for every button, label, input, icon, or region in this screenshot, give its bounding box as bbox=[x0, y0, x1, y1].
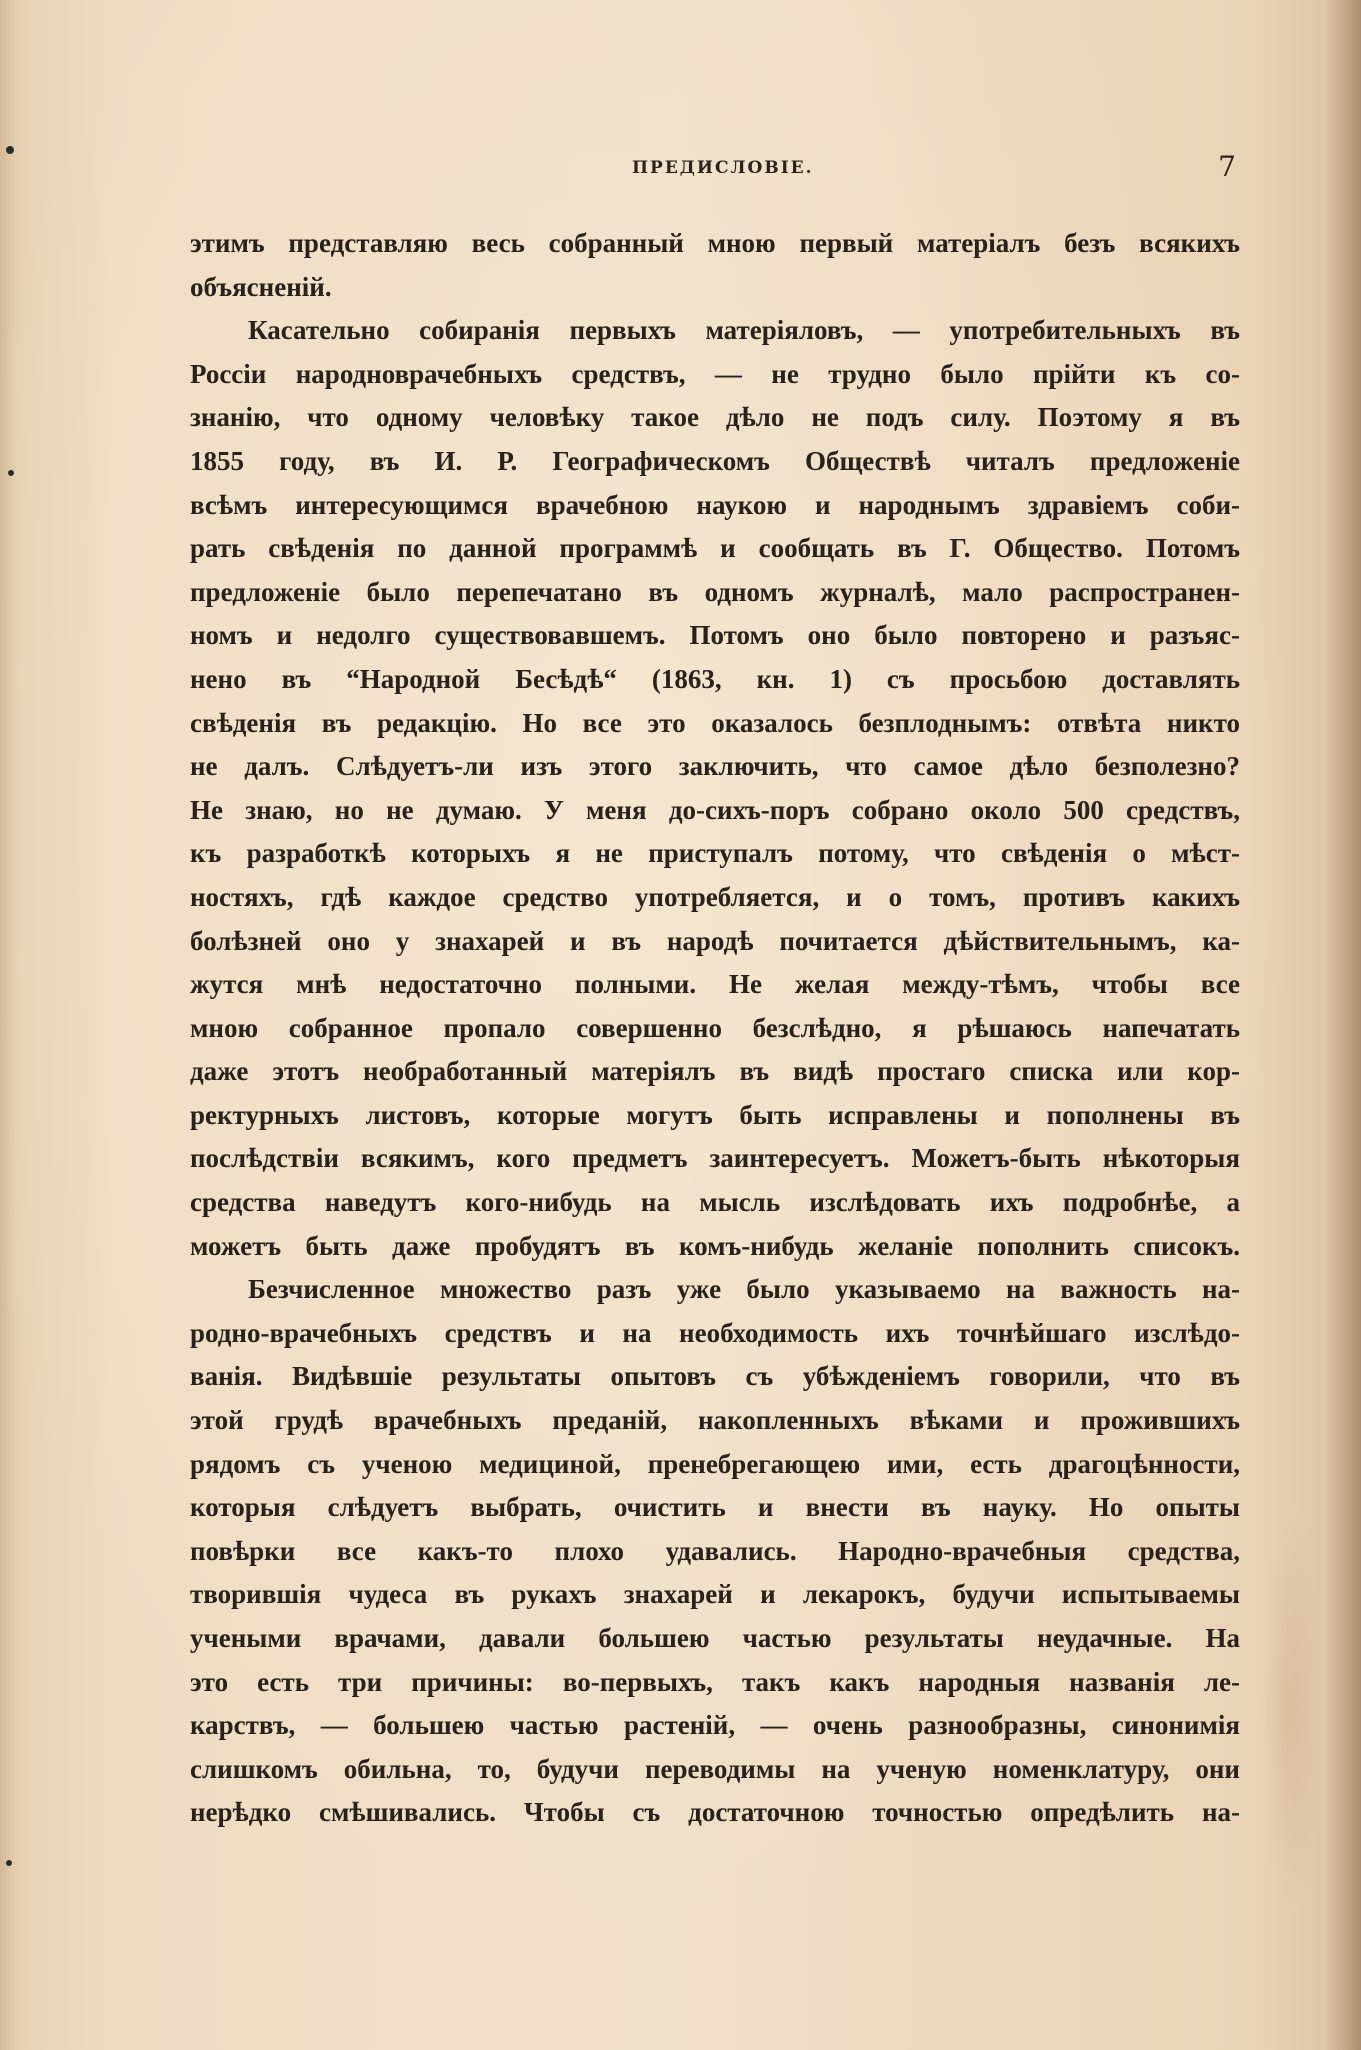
text-line: нерѣдко смѣшивались. Чтобы съ достаточною точностью опредѣлить на- bbox=[190, 1797, 1240, 1828]
text-line: Касательно собиранія первыхъ матеріяловъ, — употребительныхъ въ bbox=[248, 315, 1240, 346]
margin-speck bbox=[6, 146, 14, 154]
margin-speck bbox=[8, 470, 14, 476]
text-line: ванія. Видѣвшіе результаты опытовъ съ убѣжденіемъ говорили, что въ bbox=[190, 1361, 1240, 1392]
running-title: ПРЕДИСЛОВІЕ. bbox=[632, 158, 814, 178]
text-line: этой грудѣ врачебныхъ преданій, накопленныхъ вѣками и прожившихъ bbox=[190, 1405, 1240, 1436]
text-line: болѣзней оно у знахарей и въ народѣ почитается дѣйствительнымъ, ка- bbox=[190, 925, 1240, 956]
text-line: средства наведутъ кого-нибудь на мысль изслѣдовать ихъ подробнѣе, а bbox=[190, 1187, 1240, 1218]
paper-stain bbox=[1261, 1500, 1321, 1920]
text-line: рядомъ съ ученою медициной, пренебрегающею ими, есть драгоцѣнности, bbox=[190, 1448, 1240, 1479]
text-line: Не знаю, но не думаю. У меня до-сихъ-поръ собрано около 500 средствъ, bbox=[190, 794, 1240, 825]
text-line: 1855 году, въ И. Р. Географическомъ Обществѣ читалъ предложеніе bbox=[190, 445, 1240, 476]
text-line: жутся мнѣ недостаточно полными. Не желая между-тѣмъ, чтобы все bbox=[190, 969, 1240, 1000]
page-right-edge-shadow bbox=[1325, 0, 1361, 2050]
text-line: ректурныхъ листовъ, которые могутъ быть исправлены и пополнены въ bbox=[190, 1099, 1240, 1130]
page-left-edge-shadow bbox=[0, 0, 18, 2050]
text-line: Безчисленное множество разъ уже было указываемо на важность на- bbox=[248, 1274, 1240, 1305]
text-line: мною собранное пропало совершенно безслѣдно, я рѣшаюсь напечатать bbox=[190, 1012, 1240, 1043]
text-line: объясненій. bbox=[190, 271, 332, 302]
text-line: можетъ быть даже пробудятъ въ комъ-нибудь желаніе пополнить списокъ. bbox=[190, 1230, 1240, 1261]
text-line: учеными врачами, давали большею частью результаты неудачные. На bbox=[190, 1623, 1240, 1653]
text-line: предложеніе было перепечатано въ одномъ журналѣ, мало распространен- bbox=[190, 576, 1240, 607]
text-line: родно-врачебныхъ средствъ и на необходимость ихъ точнѣйшаго изслѣдо- bbox=[190, 1317, 1240, 1348]
text-line: творившія чудеса въ рукахъ знахарей и лекарокъ, будучи испытываемы bbox=[190, 1579, 1240, 1610]
text-line: рать свѣденія по данной программѣ и сообщать въ Г. Общество. Потомъ bbox=[190, 533, 1240, 564]
text-line: карствъ, — большею частью растеній, — очень разнообразны, синонимія bbox=[190, 1710, 1240, 1741]
text-line: нено въ “Народной Бесѣдѣ“ (1863, кн. 1) съ просьбою доставлять bbox=[190, 663, 1240, 694]
text-line: не далъ. Слѣдуетъ-ли изъ этого заключить, что самое дѣло безполезно? bbox=[190, 751, 1240, 782]
page-header bbox=[190, 150, 1240, 190]
text-line: Россіи народноврачебныхъ средствъ, — не трудно было прійти къ со- bbox=[190, 358, 1240, 389]
text-line: ностяхъ, гдѣ каждое средство употребляется, и о томъ, противъ какихъ bbox=[190, 881, 1240, 912]
text-line: къ разработкѣ которыхъ я не приступалъ потому, что свѣденія о мѣст- bbox=[190, 838, 1240, 869]
text-line: это есть три причины: во-первыхъ, такъ какъ народныя названія ле- bbox=[190, 1666, 1240, 1697]
body-text bbox=[190, 222, 1240, 1835]
page-number: 7 bbox=[1218, 150, 1236, 183]
text-line: номъ и недолго существовавшемъ. Потомъ оно было повторено и разъяс- bbox=[190, 620, 1240, 651]
text-line: даже этотъ необработанный матеріялъ въ видѣ простаго списка или кор- bbox=[190, 1056, 1240, 1087]
text-line: послѣдствіи всякимъ, кого предметъ заинтересуетъ. Можетъ-быть нѣкоторыя bbox=[190, 1143, 1240, 1174]
text-line: всѣмъ интересующимся врачебною наукою и народнымъ здравіемъ соби- bbox=[190, 489, 1240, 520]
text-line: которыя слѣдуетъ выбрать, очистить и внести въ науку. Но опыты bbox=[190, 1492, 1240, 1523]
text-line: этимъ представляю весь собранный мною первый матеріалъ безъ всякихъ bbox=[190, 228, 1240, 258]
text-line: слишкомъ обильна, то, будучи переводимы на ученую номенклатуру, они bbox=[190, 1753, 1240, 1784]
text-line: знанію, что одному человѣку такое дѣло не подъ силу. Поэтому я въ bbox=[190, 402, 1240, 433]
margin-speck bbox=[6, 1860, 12, 1866]
text-line: повѣрки все какъ-то плохо удавались. Народно-врачебныя средства, bbox=[190, 1535, 1240, 1566]
text-line: свѣденія въ редакцію. Но все это оказалось безплоднымъ: отвѣта никто bbox=[190, 707, 1240, 738]
